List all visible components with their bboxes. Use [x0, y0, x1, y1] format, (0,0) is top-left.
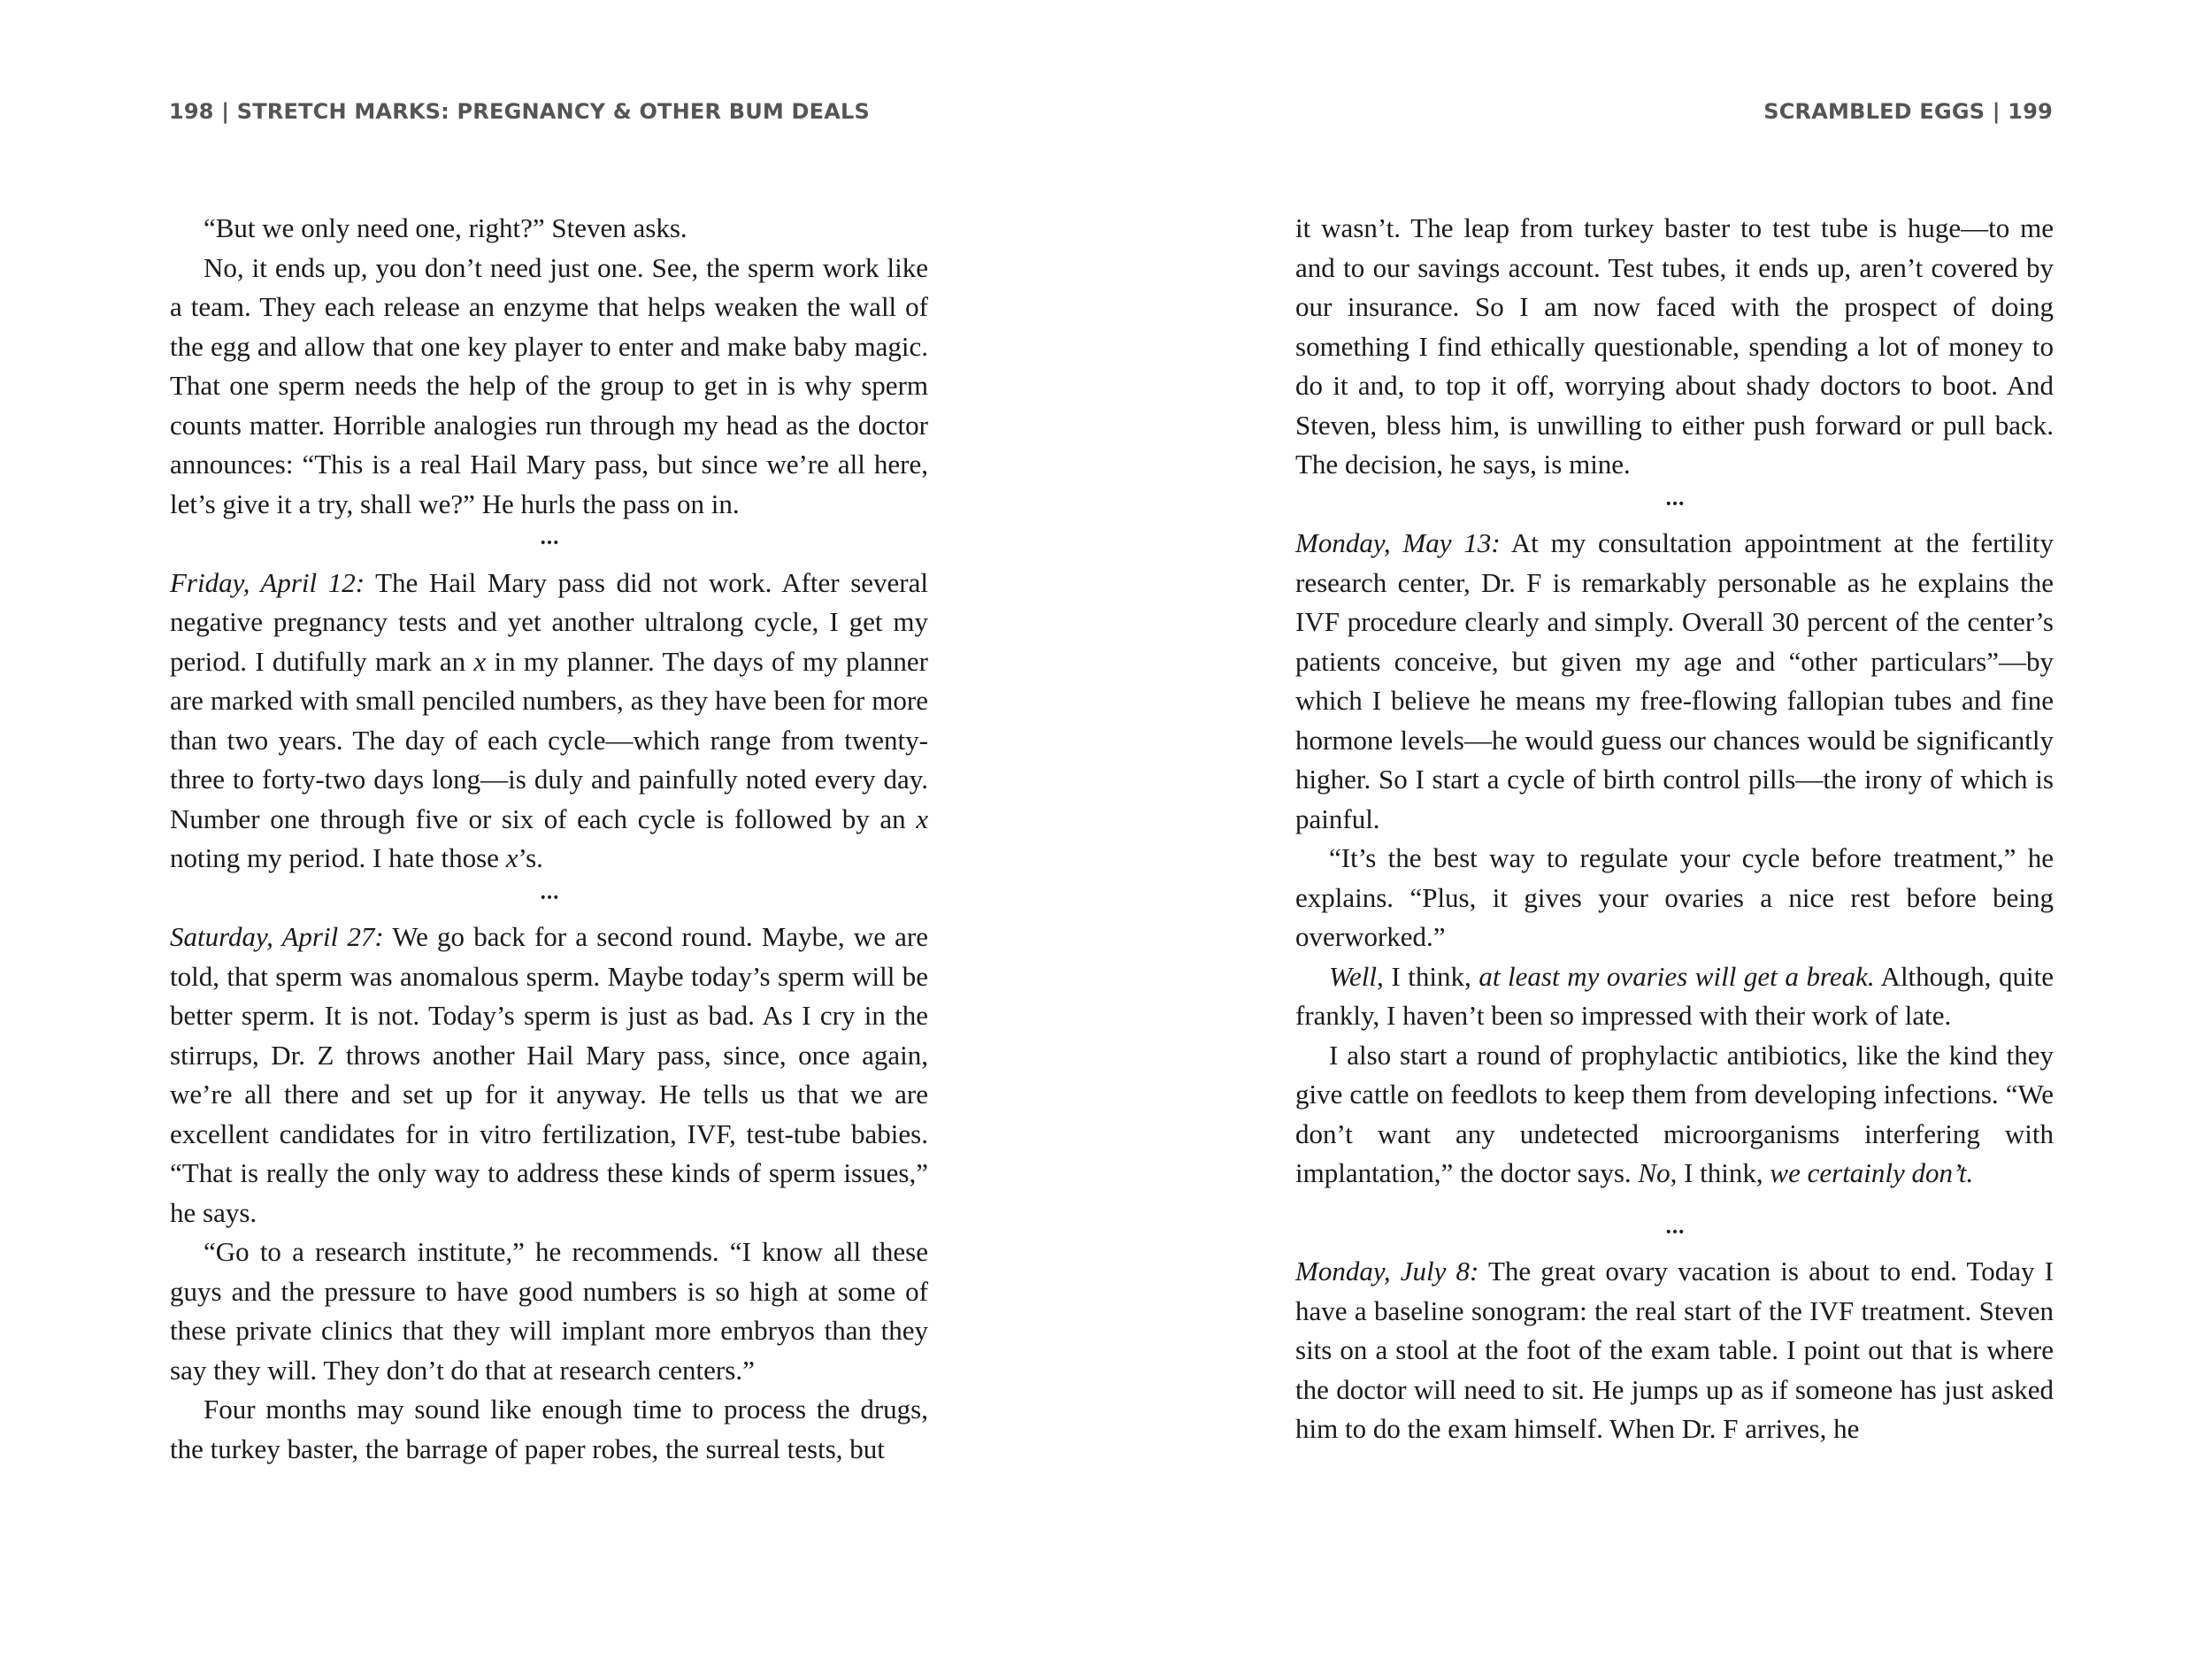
paragraph: I also start a round of prophylactic antibiotics, like the kind they give cattle on feedlots to keep them from developing infections. “We don’t want any undetected microorganisms interfering with implantation,” the doctor says. No, I think, we certainly don’t.: [1295, 1039, 2054, 1188]
left-text-block: [170, 209, 928, 1469]
diary-entry-paragraph: Saturday, April 27: We go back for a second round. Maybe, we are told, that sperm was anomalous sperm. Maybe today’s sperm will be better sperm. It is not. Today’s sperm is just as bad. As I cry in the stirrups, Dr. Z throws another Hail Mary pass, since, once again, we’re all there and set up for it anyway. He tells us that we are excellent candidates for in vitro fertilization, IVF, test-tube babies. “That is really the only way to address these kinds of sperm issues,” he says.: [170, 921, 928, 1228]
right-page: [1106, 0, 2212, 1659]
paragraph: No, it ends up, you don’t need just one. See, the sperm work like a team. They each release an enzyme that helps weaken the wall of the egg and allow that one key player to enter and make baby magic. That one sperm needs the help of the group to get in is why sperm counts matter. Horrible analogies run through my head as the doctor announces: “This is a real Hail Mary pass, but since we’re all here, let’s give it a try, shall we?” He hurls the pass on in.: [170, 251, 928, 519]
paragraph: Four months may sound like enough time to process the drugs, the turkey baster, the barrage of paper robes, the surreal tests, but: [170, 1394, 928, 1464]
right-text-block: [1295, 209, 2054, 1449]
section-separator: •••: [1664, 1225, 1685, 1240]
entry-date: Saturday, April 27:: [170, 921, 384, 952]
section-separator: •••: [1664, 496, 1685, 511]
paragraph: “But we only need one, right?” Steven asks.: [204, 212, 687, 243]
entry-date: Monday, July 8:: [1295, 1256, 1479, 1286]
entry-date: Monday, May 13:: [1295, 527, 1501, 558]
section-separator: •••: [539, 890, 559, 905]
paragraph: “Go to a research institute,” he recommends. “I know all these guys and the pressure to have good numbers is so high at some of these private clinics that they will implant more embryos than they say they will. They don’t do that at research centers.”: [170, 1236, 928, 1386]
paragraph: “It’s the best way to regulate your cycle before treatment,” he explains. “Plus, it gives your ovaries a nice rest before being overworked.”: [1295, 842, 2054, 952]
diary-entry-paragraph: Friday, April 12: The Hail Mary pass did not work. After several negative pregnancy tests and yet another ultralong cycle, I get my period. I dutifully mark an x in my planner. The days of my planner are marked with small penciled numbers, as they have been for more than two years. The day of each cycle—which range from twenty-three to forty-two days long—is duly and painfully noted every day. Number one through five or six of each cycle is followed by an x noting my period. I hate those x’s.: [170, 566, 928, 873]
diary-entry-paragraph: Monday, July 8: The great ovary vacation is about to end. Today I have a baseline sonogram: the real start of the IVF treatment. Steven sits on a stool at the foot of the exam table. I point out that is where the doctor will need to sit. He jumps up as if someone has just asked him to do the exam himself. When Dr. F arrives, he: [1295, 1256, 2054, 1444]
paragraph: Well, I think, at least my ovaries will get a break. Although, quite frankly, I haven’t been so impressed with their work of late.: [1295, 960, 2055, 1031]
diary-entry-paragraph: Monday, May 13: At my consultation appointment at the fertility research center, Dr. F is remarkably personable as he explains the IVF procedure clearly and simply. Overall 30 percent of the center’s patients conceive, but given my age and “other particulars”—by which I believe he means my free-flowing fallopian tubes and fine hormone levels—he would guess our chances would be significantly higher. So I start a cycle of birth control pills—the irony of which is painful.: [1295, 527, 2055, 834]
entry-date: Friday, April 12:: [170, 566, 365, 598]
running-head-left: 198 | STRETCH MARKS: PREGNANCY & OTHER BUM DEALS: [169, 99, 871, 124]
section-separator: •••: [539, 536, 559, 550]
running-head-right: SCRAMBLED EGGS | 199: [1763, 99, 2053, 124]
paragraph: it wasn’t. The leap from turkey baster to test tube is huge—to me and to our savings account. Test tubes, it ends up, aren’t covered by our insurance. So I am now faced with the prospect of doing something I find ethically questionable, spending a lot of money to do it and, to top it off, worrying about shady doctors to boot. And Steven, bless him, is unwilling to either push forward or pull back. The decision, he says, is mine.: [1295, 212, 2054, 480]
